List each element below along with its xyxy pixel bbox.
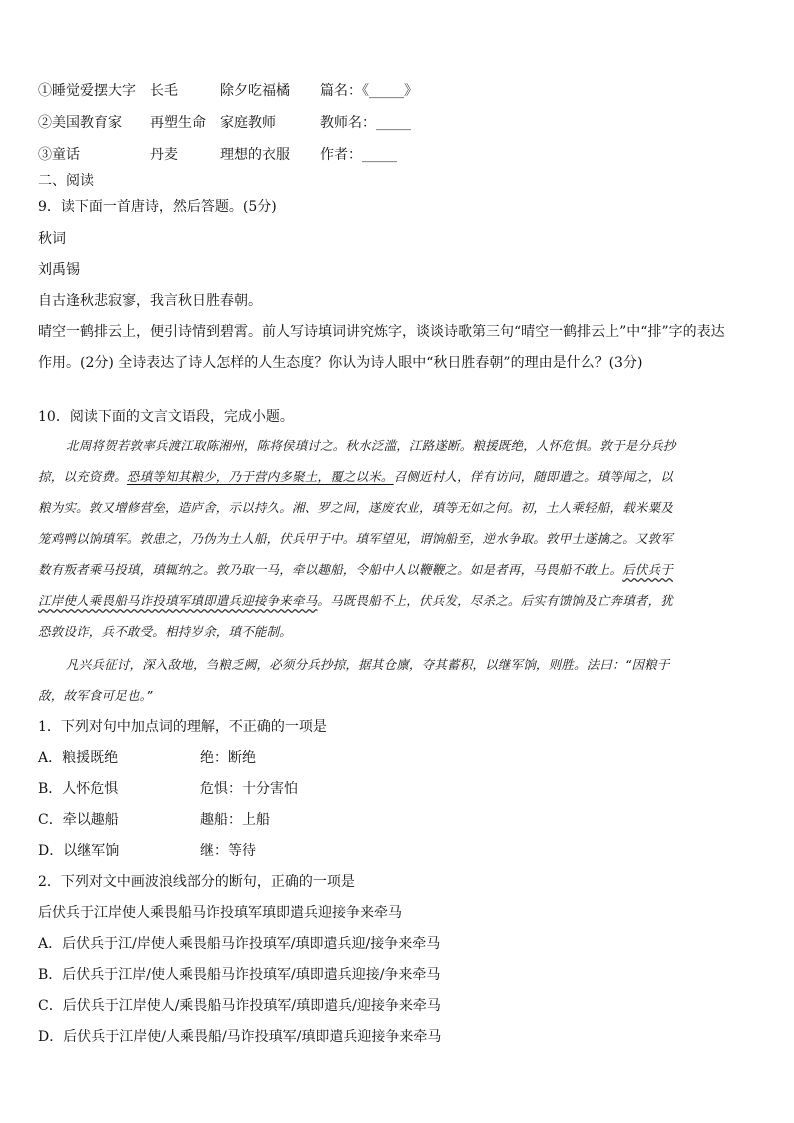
passage-text: 数有叛者乘马投瑱，瑱辄纳之。敦乃取一马，牵以趣船，令船中人以鞭鞭之。如是者再，马畏船不敢上。: [38, 562, 623, 577]
option-word: D．以继军饷: [38, 843, 120, 859]
table-cell: 再塑生命: [150, 115, 206, 131]
section-heading: 二、阅读: [38, 173, 94, 189]
passage-line: 敌，故军食可足也。”: [38, 688, 153, 703]
question-9-text: 晴空一鹤排云上，便引诗情到碧霄。前人写诗填词讲究炼字，谈谈诗歌第三句“晴空一鹤排云上”中“排”字的表达: [38, 324, 725, 340]
passage-text: 掠，以充资费。: [38, 469, 127, 484]
question-9-text: 作用。(2分) 全诗表达了诗人怎样的人生态度？你认为诗人眼中“秋日胜春朝”的理由是什么？(3分): [38, 355, 643, 371]
passage-line: 粮为实。敦又增修营垒，造庐舍，示以持久。湘、罗之间，遂废农业，瑱等无如之何。初，土人乘轻船，载米粟及: [38, 500, 674, 515]
question-10-prompt: 10．阅读下面的文言文语段，完成小题。: [38, 409, 294, 425]
table-cell: ③童话: [38, 147, 80, 163]
option-a: A．后伏兵于江/岸使人乘畏船马诈投瑱军/瑱即遣兵迎/接争来牵马: [38, 936, 441, 952]
poem-author: 刘禹锡: [38, 262, 80, 278]
passage-line: 北周将贺若敦率兵渡江取陈湘州，陈将侯瑱讨之。秋水泛滥，江路遂断。粮援既绝，人怀危惧。敦于是分兵抄: [66, 438, 676, 453]
passage-line: [38, 592, 673, 610]
table-cell: ①睡觉爱摆大字: [38, 83, 136, 99]
passage-text: 召侧近村人，佯有访问，随即遣之。瑱等闻之，以: [393, 469, 674, 484]
option-d: D．后伏兵于江岸使/人乘畏船/马诈投瑱军/瑱即遣兵迎接争来牵马: [38, 1029, 442, 1045]
option-word: A．粮援既绝: [38, 750, 119, 766]
option-gloss: 继：等待: [200, 843, 256, 859]
subquestion-2-prompt: 2．下列对文中画波浪线部分的断句，正确的一项是: [38, 874, 355, 890]
target-sentence: 后伏兵于江岸使人乘畏船马诈投瑱军瑱即遣兵迎接争来牵马: [38, 905, 402, 921]
table-cell: 除夕吃福橘: [220, 83, 290, 99]
option-b: B．后伏兵于江岸/使人乘畏船马诈投瑱军/瑱即遣兵迎接/争来牵马: [38, 967, 441, 983]
option-gloss: 绝：断绝: [200, 750, 256, 766]
poem-line: 自古逢秋悲寂寥，我言秋日胜春朝。: [38, 293, 262, 309]
option-word: C．牵以趣船: [38, 812, 119, 828]
table-cell: 理想的衣服: [220, 147, 290, 163]
underlined-sentence: 恐瑱等知其粮少，乃于营内多聚土，覆之以米。: [126, 469, 394, 484]
option-gloss: 危惧：十分害怕: [200, 781, 298, 797]
passage-line: 凡兴兵征讨，深入敌地，刍粮乏阙，必须分兵抄掠，据其仓廪，夺其蓄积，以继军饷，则胜。法曰：“因粮于: [66, 657, 670, 672]
question-9-prompt: 9．读下面一首唐诗，然后答题。(5分): [38, 199, 277, 215]
table-cell: 作者：_____: [320, 147, 397, 163]
table-cell: ②美国教育家: [38, 115, 122, 131]
passage-line: 恐敦设诈，兵不敢受。相持岁余，瑱不能制。: [38, 624, 293, 639]
option-gloss: 趣船：上船: [200, 812, 270, 828]
passage-line: 笼鸡鸭以饷瑱军。敦患之，乃伪为土人船，伏兵甲于中。瑱军望见，谓饷船至，逆水争取。敦甲士遂擒之。又敦军: [38, 531, 674, 546]
poem-title: 秋词: [38, 231, 66, 247]
wavy-underlined-text: 江岸使人乘畏船马诈投瑱军瑱即遣兵迎接争来牵马: [38, 593, 318, 608]
table-cell: 篇名：《_____》: [320, 83, 418, 99]
passage-line: [38, 561, 673, 579]
passage-line: [38, 468, 673, 486]
option-word: B．人怀危惧: [38, 781, 119, 797]
table-cell: 家庭教师: [220, 115, 276, 131]
table-cell: 长毛: [150, 83, 178, 99]
passage-text: 。马既畏船不上，伏兵发，尽杀之。后实有馈饷及亡奔瑱者，犹: [317, 593, 674, 608]
subquestion-1-prompt: 1．下列对句中加点词的理解，不正确的一项是: [38, 719, 327, 735]
wavy-underlined-text: 后伏兵于: [622, 562, 674, 577]
table-cell: 教师名：_____: [320, 115, 411, 131]
option-c: C．后伏兵于江岸使人/乘畏船马诈投瑱军/瑱即遣兵/迎接争来牵马: [38, 998, 441, 1014]
table-cell: 丹麦: [150, 147, 178, 163]
